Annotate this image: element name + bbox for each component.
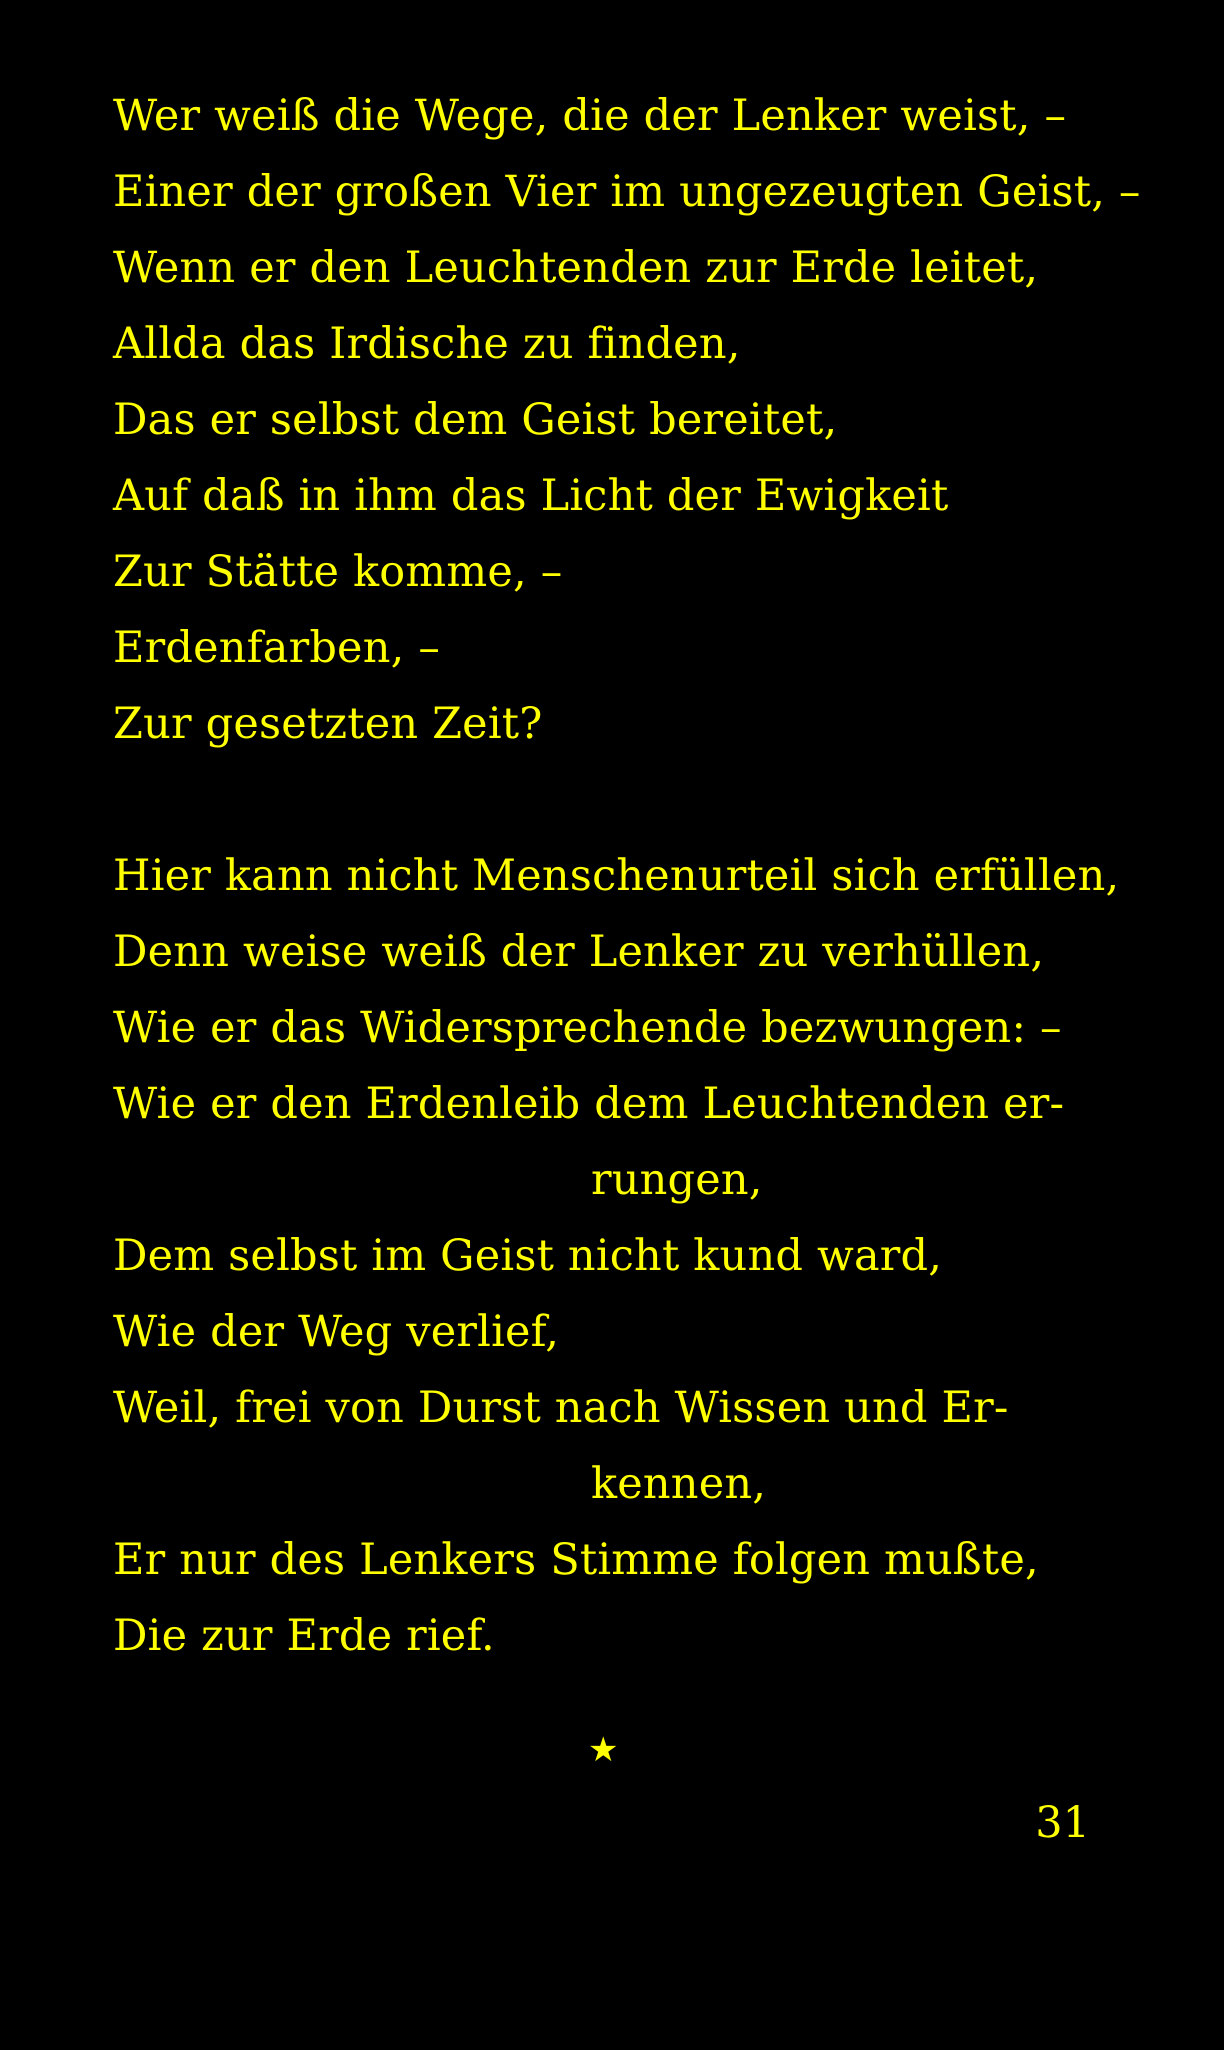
poem-line: Denn weise weiß der Lenker zu verhüllen, [113,927,1045,977]
poem-line: Weil, frei von Durst nach Wissen und Er- [113,1383,1009,1433]
poem-stanza-2 [113,838,1120,1674]
poem-line: Einer der großen Vier im ungezeugten Geist, – [113,167,1141,217]
poem-line: Die zur Erde rief. [113,1611,495,1661]
poem-line: Zur gesetzten Zeit? [113,699,543,749]
page-number: 31 [1035,1798,1090,1848]
poem-line: Wenn er den Leuchtenden zur Erde leitet, [113,243,1039,293]
poem-line-continuation: kennen, [591,1459,767,1509]
poem-line: Allda das Irdische zu finden, [113,319,741,369]
poem-line: Er nur des Lenkers Stimme folgen mußte, [113,1535,1039,1585]
poem-stanza-1 [113,78,1141,762]
poem-line: Wie der Weg verlief, [113,1307,560,1357]
poem-line: Wie er das Widersprechende bezwungen: – [113,1003,1062,1053]
poem-line: Auf daß in ihm das Licht der Ewigkeit [113,471,949,521]
star-ornament-icon: ★ [588,1730,619,1770]
poem-line: Dem selbst im Geist nicht kund ward, [113,1231,943,1281]
poem-line: Das er selbst dem Geist bereitet, [113,395,838,445]
poem-line: Erdenfarben, – [113,623,441,673]
poem-line: Wer weiß die Wege, die der Lenker weist, – [113,91,1067,141]
poem-line-continuation: rungen, [591,1155,763,1205]
poem-line: Wie er den Erdenleib dem Leuchtenden er- [113,1079,1065,1129]
poem-line: Zur Stätte komme, – [113,547,563,597]
poem-line: Hier kann nicht Menschenurteil sich erfüllen, [113,851,1120,901]
